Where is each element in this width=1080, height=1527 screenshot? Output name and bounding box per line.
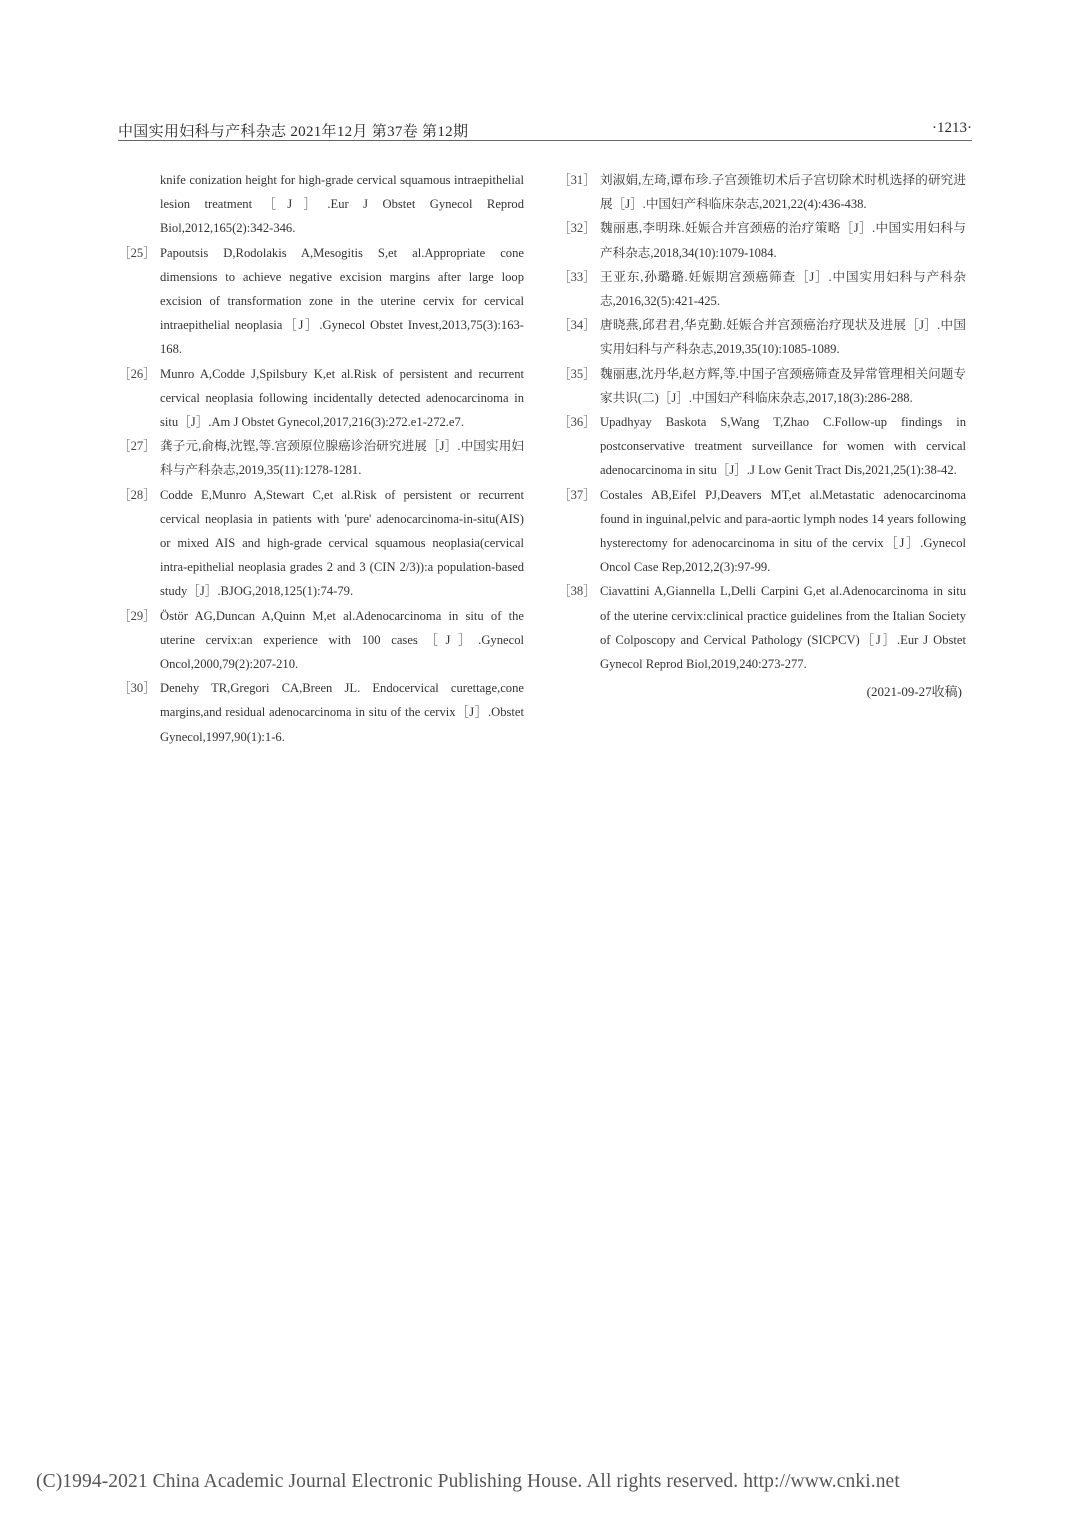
reference-item (118, 362, 524, 435)
reference-number: ［26］ (118, 366, 156, 381)
reference-text: 唐晓燕,邱君君,华克勤.妊娠合并宫颈癌治疗现状及进展［J］.中国实用妇科与产科杂志,2019,35(10):1085-1089. (600, 318, 966, 357)
received-date: (2021-09-27收稿) (866, 684, 962, 700)
reference-number: ［38］ (558, 584, 596, 599)
left-column (118, 168, 524, 749)
reference-text: 刘淑娟,左琦,谭布珍.子宫颈锥切术后子宫切除术时机选择的研究进展［J］.中国妇产科临床杂志,2021,22(4):436-438. (600, 173, 966, 212)
reference-text: 魏丽惠,李明珠.妊娠合并宫颈癌的治疗策略［J］.中国实用妇科与产科杂志,2018,34(10):1079-1084. (600, 221, 966, 260)
reference-item (558, 313, 966, 361)
reference-item (558, 579, 966, 676)
reference-number: ［27］ (118, 439, 156, 454)
reference-item (558, 216, 966, 264)
reference-item (558, 362, 966, 410)
reference-text: Upadhyay Baskota S,Wang T,Zhao C.Follow-up findings in postconservative treatment surveillance for women with cervical adenocarcinoma in situ［J］.J Low Genit Tract Dis,2021,25(1):38-42. (600, 415, 966, 478)
reference-item (558, 265, 966, 313)
reference-number: ［32］ (558, 221, 596, 236)
reference-item (118, 434, 524, 482)
copyright-footer: (C)1994-2021 China Academic Journal Electronic Publishing House. All rights reserved. http://www.cnki.net (36, 1471, 900, 1492)
reference-text: Munro A,Codde J,Spilsbury K,et al.Risk of persistent and recurrent cervical neoplasia following incidentally detected adenocarcinoma in situ［J］.Am J Obstet Gynecol,2017,216(3):272.e1-272.e7. (160, 366, 524, 430)
reference-number: ［31］ (558, 173, 596, 187)
reference-item (558, 483, 966, 580)
reference-number: ［25］ (118, 245, 156, 260)
reference-item (118, 676, 524, 749)
reference-item (118, 604, 524, 677)
reference-text: Costales AB,Eifel PJ,Deavers MT,et al.Metastatic adenocarcinoma found in inguinal,pelvic and para-aortic lymph nodes 14 years following hysterectomy for adenocarcinoma in situ of the cervix［J］.Gynecol Oncol Case Rep,2012,2(3):97-99. (600, 487, 966, 575)
journal-title: 中国实用妇科与产科杂志 2021年12月 第37卷 第12期 (118, 124, 469, 140)
reference-text: Ciavattini A,Giannella L,Delli Carpini G,et al.Adenocarcinoma in situ of the uterine cervix:clinical practice guidelines from the Italian Society of Colposcopy and Cervical Pathology (SICPCV)［J］.Eur J Obstet Gynecol Reprod Biol,2019,240:273-277. (600, 584, 966, 672)
reference-number: ［37］ (558, 487, 596, 502)
reference-number: ［36］ (558, 415, 596, 430)
reference-item (558, 168, 966, 216)
right-column (558, 168, 966, 704)
page-number: ·1213· (932, 120, 972, 136)
reference-number: ［29］ (118, 608, 156, 623)
reference-number: ［35］ (558, 366, 596, 381)
reference-item (118, 483, 524, 604)
reference-number: ［30］ (118, 681, 156, 696)
reference-text: 魏丽惠,沈丹华,赵方辉,等.中国子宫颈癌筛查及异常管理相关问题专家共识(二)［J］.中国妇产科临床杂志,2017,18(3):286-288. (600, 366, 966, 405)
reference-item (118, 241, 524, 362)
reference-text: 王亚东,孙璐璐.妊娠期宫颈癌筛查［J］.中国实用妇科与产科杂志,2016,32(5):421-425. (600, 269, 966, 309)
reference-text: Östör AG,Duncan A,Quinn M,et al.Adenocarcinoma in situ of the uterine cervix:an experience with 100 cases［J］.Gynecol Oncol,2000,79(2):207-210. (160, 608, 524, 672)
reference-number: ［28］ (118, 487, 156, 502)
reference-text: 龚子元,俞梅,沈铿,等.宫颈原位腺癌诊治研究进展［J］.中国实用妇科与产科杂志,2019,35(11):1278-1281. (160, 439, 524, 478)
reference-text: Papoutsis D,Rodolakis A,Mesogitis S,et al.Appropriate cone dimensions to achieve negative excision margins after large loop excision of transformation zone in the uterine cervix for cervical intraepithelial neoplasia［J］.Gynecol Obstet Invest,2013,75(3):163-168. (160, 245, 524, 357)
reference-continuation: knife conization height for high-grade cervical squamous intraepithelial lesion treatment［J］.Eur J Obstet Gynecol Reprod Biol,2012,165(2):342-346. (160, 173, 524, 236)
reference-text: Denehy TR,Gregori CA,Breen JL. Endocervical curettage,cone margins,and residual adenocarcinoma in situ of the cervix［J］.Obstet Gynecol,1997,90(1):1-6. (160, 681, 524, 744)
reference-number: ［33］ (558, 269, 596, 284)
reference-number: ［34］ (558, 318, 596, 333)
running-head (118, 118, 972, 141)
reference-item (558, 410, 966, 483)
reference-text: Codde E,Munro A,Stewart C,et al.Risk of persistent or recurrent cervical neoplasia in patients with 'pure' adenocarcinoma-in-situ(AIS) or mixed AIS and high-grade cervical squamous neoplasia(cervical intra-epithelial neoplasia grades 2 and 3 (CIN 2/3)):a population-based study［J］.BJOG,2018,125(1):74-79. (160, 487, 524, 599)
